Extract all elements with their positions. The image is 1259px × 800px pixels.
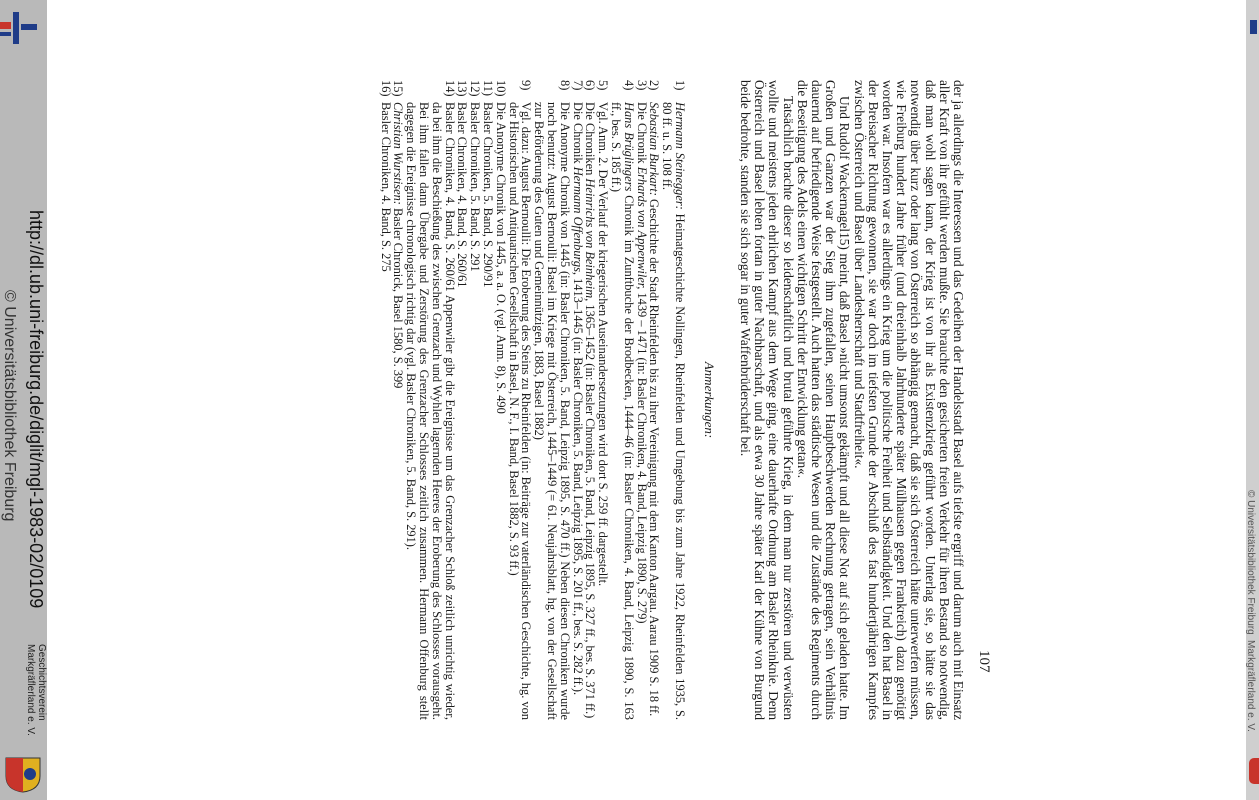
- paragraph: Und Rudolf Wackernagel15) meint, daß Basel »nicht umsonst gekämpft und all diese Not auf sich geladen hatte. Im Großen und Ganzen war der Sieg ihm zugefallen, seinen Hauptbeschwerden Rechnung getragen, sein Verhältnis dauernd auf befriedigende Weise festgestellt. Auch hatten das städtische Wesen und die Zustände des Regiments durch die Beseitigung des Adels einen wichtigen Schritt der Entwicklung getan«.: [794, 80, 853, 720]
- right-edge-copyright: © Universitätsbibliothek Freiburg: [1245, 490, 1256, 635]
- footnote-number: 10): [493, 80, 508, 97]
- footnote-text: 1439 – 1471 (in: Basler Chroniken, 4. Band, Leipzig 1890, S. 279): [634, 289, 649, 624]
- footnote-author: Sebastian Burkart:: [647, 102, 662, 196]
- footnote-text: Vgl. dazu: August Bernoulli: Die Eroberung des Steins zu Rheinfelden (in: Beiträge zur vaterländischen Geschichte, hg. von der Historischen und Antiquarischen Gesellschaft in Basel, N. F., I. Band, Basel 1882, S. 93 ff.): [506, 102, 534, 720]
- institution-line-2: Markgräflerland e. V.: [25, 644, 36, 736]
- footnote-text: Basler Chronick, Basel 1580, S. 399: [391, 204, 406, 389]
- footnote-number: 13): [455, 80, 470, 97]
- footnote-text: Die Anonyme Chronik von 1445 (in: Basler Chroniken, 5. Band, Leipzig 1895, S. 470 ff.) Neben diesen Chroniken wurde noch benutzt: August Bernoulli: Basel im Kriege mit Österreich, 1445–1449 (= 61. Neujahrsblatt, hg. von der Gesellschaft zur Beförderung des Guten und Gemeinnützigen, 1883, Basel 1882): [532, 102, 572, 720]
- document-url[interactable]: http://dl.ub.uni-freiburg.de/diglit/mgl-1983-02/0109: [26, 210, 46, 609]
- paragraph: der ja allerdings die Interessen und das Gedeihen der Handelsstadt Basel aufs tiefste ergriff und darum auch mit Einsatz aller Kraft von ihr gefühlt werden mußte. Sie brauchte den gesicherten freien Verkehr für ihren Bestand so notwendig, daß man wohl sagen kann, der Krieg ist von ihr als Existenzkrieg geführt worden. Unterlag sie, so hätte sie das notwendig über kurz oder lang von Österreich so abhängig gemacht, daß sie sich Österreich hätte unterwerfen müssen, wie Freiburg hundert Jahre früher (und dreieinhalb Jahrhunderte später Mülhausen gegen Frankreich) dazu genötigt worden war. Insofern war es allerdings ein Krieg um die politische Freiheit und Selbständigkeit. Und den hat Basel in der Breisacher Richtung gewonnen, sie war doch im tiefsten Grunde der Abschluß des fast hundertjährigen Kampfes zwischen Österreich und Basel über Landesherrschaft und Stadtfreiheit«.: [851, 80, 966, 720]
- footnote-number: 7): [570, 80, 585, 91]
- body-text: [738, 80, 965, 720]
- footnote-text: Basler Chroniken, 4. Band, S. 260/61 Appenwiler gibt die Ereignisse um das Grenzacher Schloß zeitlich unrichtig wieder, da bei ihm die Beschießung des zwischen Grenzach und Wyhlen lagernden Heeres der Eroberung des Schlosses vorausgeht. Bei ihm fallen dann Übergabe und Zerstörung des Grenzacher Schlosses zeitlich zusammen. Hermann Offenburg stellt dagegen die Ereignisse chronologisch richtig dar (vgl. Basler Chroniken, 5. Band, S. 291).: [404, 102, 457, 720]
- institution-line-1: Geschichtsverein: [36, 644, 47, 721]
- footnote-number: 1): [673, 80, 687, 91]
- footnote: [596, 80, 609, 720]
- copyright-notice: © Universitätsbibliothek Freiburg: [1, 290, 18, 522]
- notes-heading: Anmerkungen:: [702, 361, 717, 439]
- footnote-text: 1413–1445 (in: Basler Chroniken, 5. Band, Leipzig 1895, S. 201 ff., bes. S. 282 ff.).: [570, 275, 585, 696]
- footnote-number: 11): [481, 80, 496, 97]
- footnote: [584, 80, 597, 720]
- right-edge-crest-icon: [1249, 758, 1259, 784]
- scanned-page: [195, 80, 1000, 720]
- footnote-text: Basler Chroniken, 5. Band, S. 291: [468, 102, 483, 272]
- footnote-number: 9): [519, 80, 534, 91]
- footnote-text: 1365–1452 (in: Basler Chroniken, 5. Band, Leipzig 1895, S. 327 ff., bes. S. 371 ff.): [583, 301, 598, 719]
- footnote: [532, 80, 570, 720]
- footnote-text: Die Anonyme Chronik von 1445, a. a. O. (vgl. Anm. 8), S. 490: [493, 102, 508, 414]
- footnote-prefix: Die Chronik: [634, 102, 649, 167]
- footnote-number: 14): [442, 80, 457, 97]
- footnote-prefix: Die Chroniken: [583, 102, 598, 179]
- footnote: [660, 80, 686, 720]
- footnote-text: Basler Chroniken, 5. Band, S. 290/91: [481, 102, 496, 288]
- footnotes-list: [379, 80, 686, 720]
- page-number: 107: [976, 650, 992, 673]
- footnote-number: 2): [647, 80, 662, 91]
- footnote-text: Basler Chroniken, 4. Band, S. 260/61: [455, 102, 470, 288]
- footnote-number: 5): [596, 80, 611, 91]
- institution-name: [25, 644, 47, 736]
- footnote-author: Hermann Steinegger:: [673, 102, 687, 210]
- footnote: [456, 80, 469, 720]
- footnote-prefix: Die Chronik: [570, 102, 585, 167]
- footnote-number: 8): [557, 80, 572, 91]
- footnote-number: 15): [391, 80, 406, 97]
- footnote-text: Basler Chroniken, 4. Band, S. 275: [378, 102, 393, 272]
- footnote: [507, 80, 533, 720]
- footnote-author: Christian Wurstisen:: [391, 102, 406, 205]
- footnote-number: 3): [634, 80, 649, 91]
- footnote-text: Chronik im Zunftbuche der Brodbecken, 1444–46 (in: Basler Chroniken, 4. Band, Leipzig 1890, S. 163 ff., bes. S. 185 ff.): [609, 102, 636, 720]
- footnote-number: 4): [621, 80, 636, 91]
- footnote-number: 12): [468, 80, 483, 97]
- footnote: [494, 80, 507, 720]
- footnote-text: Geschichte der Stadt Rheinfelden bis zu ihrer Vereinigung mit dem Kanton Aargau. Aarau 1909 S. 18 ff.: [647, 195, 662, 717]
- footnote: [392, 80, 405, 720]
- footnote: [571, 80, 584, 720]
- right-edge-logo-icon: [1250, 20, 1257, 34]
- footnote: [635, 80, 648, 720]
- coat-of-arms-icon: [4, 756, 42, 794]
- footnote-text: Vgl. Anm. 2. Der Verlauf der kriegerischen Auseinandersetzungen wird dort S. 259 ff. dargestellt.: [596, 102, 611, 587]
- footnote-number: 6): [583, 80, 598, 91]
- footnote-italic: Heinrichs von Beinheim,: [583, 178, 598, 302]
- library-logo-icon[interactable]: [0, 8, 40, 48]
- footnote: [648, 80, 661, 720]
- footnote-italic: Erhards von Appenwiler,: [634, 166, 649, 290]
- footnote-italic: Hermann Offenburgs,: [570, 166, 585, 275]
- footnote: [468, 80, 481, 720]
- footnote-text: Heimatgeschichte Nollingen, Rheinfelden und Umgebung bis zum Jahre 1922, Rheinfelden 1935, S. 80 ff. u. S. 108 ff.: [660, 102, 687, 720]
- footnote-number: 16): [378, 80, 393, 97]
- footnote: [481, 80, 494, 720]
- right-edge-institution: Markgräflerland e. V.: [1245, 640, 1256, 732]
- footnote: [609, 80, 635, 720]
- footnote: [379, 80, 392, 720]
- footnote: [404, 80, 455, 720]
- footnote-author: Hans Brüglingers: [621, 102, 636, 192]
- paragraph: Tatsächlich brachte dieser so leidenschaftlich und brutal geführte Krieg, in dem man nur zerstören und verwüsten wollte und meistens jeden ehrlichen Kampf aus dem Wege ging, eine dauerhafte Ordnung am Basler Rheinknie. Denn Österreich und Basel lebten fortan in guter Nachbarschaft, und als etwa 30 Jahre später Karl der Kühne von Burgund beide bedrohte, standen sie sich sogar in guter Waffenbrüderschaft bei.: [737, 80, 796, 720]
